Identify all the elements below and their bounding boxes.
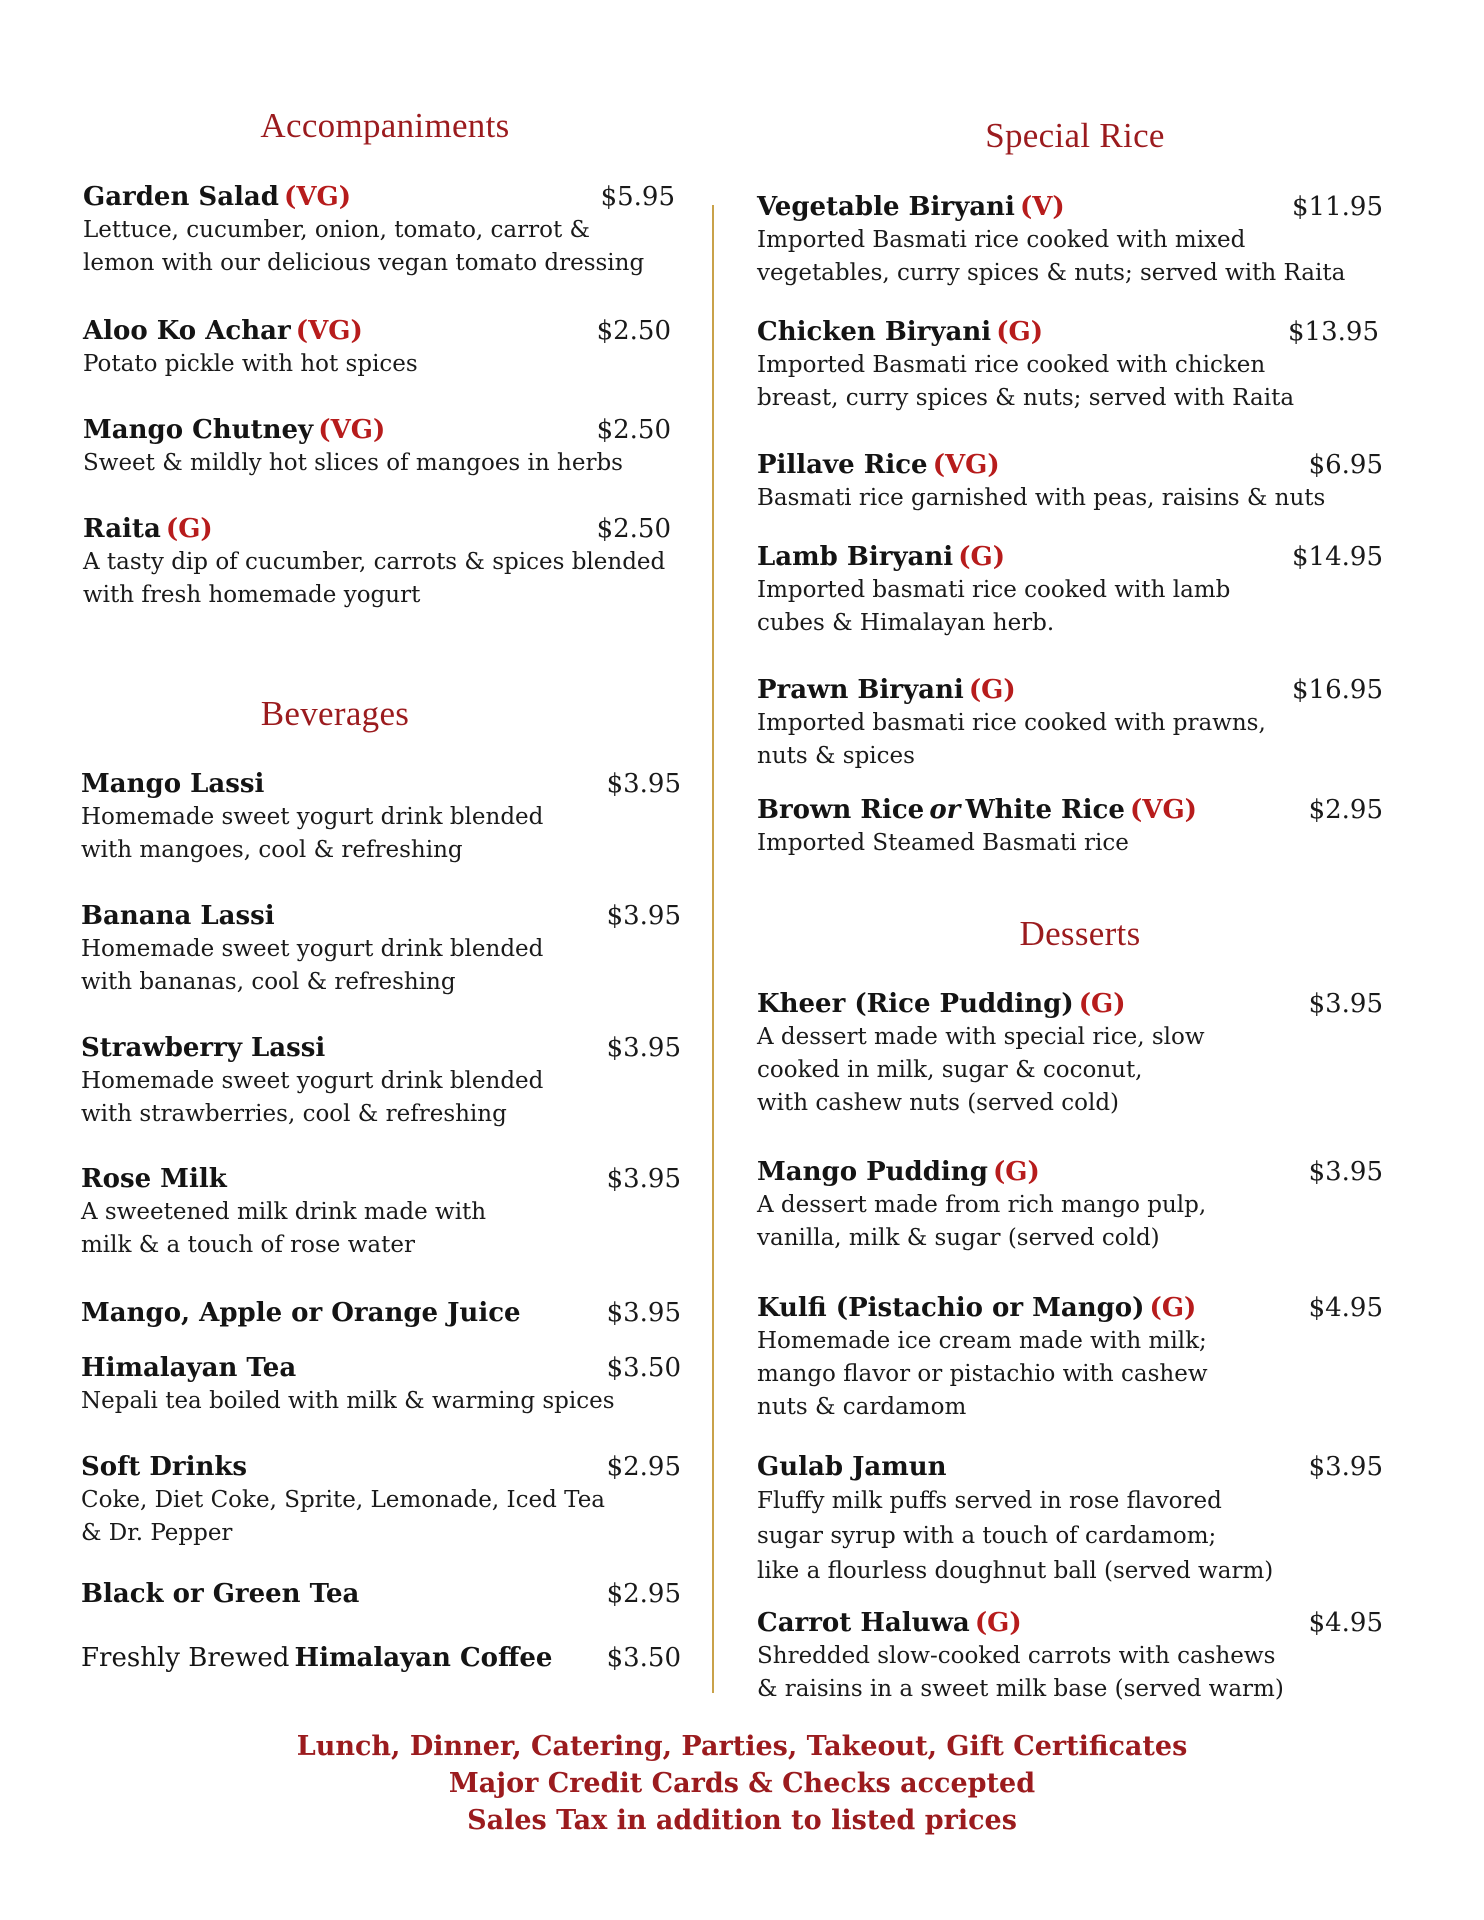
item-name: Himalayan Coffee <box>294 1643 553 1673</box>
menu-item-soft-drinks <box>81 1450 681 1550</box>
item-name: Banana Lassi <box>81 901 275 931</box>
diet-tag: (G) <box>992 1157 1040 1187</box>
menu-item-carrot-haluwa <box>757 1606 1383 1706</box>
item-description: A tasty dip of cucumber, carrots & spices blended with fresh homemade yogurt <box>83 549 666 608</box>
item-name: Mango Pudding <box>757 1157 988 1187</box>
menu-item-kulfi <box>757 1291 1383 1424</box>
item-name: Gulab Jamun <box>757 1452 947 1482</box>
menu-item-prawn-biryani <box>757 673 1383 773</box>
diet-tag: (G) <box>1078 989 1126 1019</box>
menu-item-chicken-biryani <box>757 315 1379 415</box>
item-description: Imported basmati rice cooked with lamb cubes & Himalayan herb. <box>757 577 1231 636</box>
footer-notes <box>0 1728 1484 1839</box>
item-price: $3.95 <box>606 769 681 799</box>
item-description: Homemade sweet yogurt drink blended with strawberries, cool & refreshing <box>81 1068 544 1127</box>
menu-item-gulab-jamun <box>757 1450 1383 1589</box>
menu-item-lamb-biryani <box>757 540 1383 640</box>
item-price: $16.95 <box>1292 675 1383 705</box>
item-description: Homemade sweet yogurt drink blended with bananas, cool & refreshing <box>81 936 544 995</box>
menu-item-brown-or-white-rice <box>757 793 1383 860</box>
item-name: Black or Green Tea <box>81 1579 360 1609</box>
item-price: $13.95 <box>1288 317 1379 347</box>
item-description: Imported Basmati rice cooked with mixed vegetables, curry spices & nuts; served with Raita <box>757 227 1346 286</box>
item-price: $2.95 <box>606 1579 681 1609</box>
item-price: $3.95 <box>1308 1452 1383 1482</box>
item-price: $3.95 <box>606 1033 681 1063</box>
item-price: $2.50 <box>596 316 671 346</box>
item-name: Rose Milk <box>81 1164 227 1194</box>
item-price: $3.95 <box>606 1164 681 1194</box>
diet-tag: (G) <box>968 675 1016 705</box>
diet-tag: (VG) <box>932 450 1000 480</box>
item-name: Prawn Biryani <box>757 675 964 705</box>
item-price: $3.95 <box>1308 989 1383 1019</box>
item-description: Homemade ice cream made with milk; mango flavor or pistachio with cashew nuts & cardamom <box>757 1328 1208 1420</box>
item-name: Soft Drinks <box>81 1452 248 1482</box>
item-price: $2.95 <box>606 1452 681 1482</box>
item-price: $3.95 <box>606 1298 681 1328</box>
item-price: $4.95 <box>1308 1293 1383 1323</box>
item-name: Raita <box>83 514 161 544</box>
diet-tag: (V) <box>1019 192 1065 222</box>
item-description: Sweet & mildly hot slices of mangoes in herbs <box>83 450 623 476</box>
menu-item-himalayan-coffee <box>81 1641 681 1675</box>
item-name: Strawberry Lassi <box>81 1033 326 1063</box>
diet-tag: (G) <box>974 1608 1022 1638</box>
item-price: $2.95 <box>1308 795 1383 825</box>
menu-item-juice <box>81 1296 681 1330</box>
menu-item-aloo-ko-achar <box>83 314 671 381</box>
accompaniments-heading: Accompaniments <box>260 106 510 145</box>
item-description: Fluffy milk puffs served in rose flavored sugar syrup with a touch of cardamom; like a flourless doughnut ball (served warm) <box>757 1488 1274 1584</box>
item-name: Mango, Apple or Orange Juice <box>81 1298 521 1328</box>
item-description: Basmati rice garnished with peas, raisins & nuts <box>757 485 1326 511</box>
item-name: Himalayan Tea <box>81 1353 297 1383</box>
item-description: A sweetened milk drink made with milk & a touch of rose water <box>81 1199 487 1258</box>
menu-item-himalayan-tea <box>81 1351 681 1418</box>
menu-item-garden-salad <box>83 180 675 280</box>
item-name: Kheer (Rice Pudding) <box>757 989 1074 1019</box>
item-price: $3.50 <box>606 1353 681 1383</box>
item-description: Shredded slow-cooked carrots with cashews & raisins in a sweet milk base (served warm) <box>757 1643 1284 1702</box>
diet-tag: (VG) <box>318 415 386 445</box>
item-price: $3.95 <box>606 901 681 931</box>
item-name: Brown Rice <box>757 795 925 825</box>
menu-item-mango-pudding <box>757 1155 1383 1255</box>
item-name: Carrot Haluwa <box>757 1608 970 1638</box>
item-price: $5.95 <box>600 182 675 212</box>
item-description: A dessert made with special rice, slow cooked in milk, sugar & coconut, with cashew nuts (served cold) <box>757 1024 1205 1116</box>
menu-item-black-or-green-tea <box>81 1577 681 1611</box>
item-name-b: White Rice <box>965 795 1125 825</box>
menu-item-pillave-rice <box>757 448 1383 515</box>
item-description: Coke, Diet Coke, Sprite, Lemonade, Iced Tea & Dr. Pepper <box>81 1487 606 1546</box>
diet-tag: (VG) <box>295 316 363 346</box>
item-description: Imported Basmati rice cooked with chicken breast, curry spices & nuts; served with Raita <box>757 352 1295 411</box>
item-price: $3.95 <box>1308 1157 1383 1187</box>
menu-item-rose-milk <box>81 1162 681 1262</box>
footer-payment: Major Credit Cards & Checks accepted <box>448 1768 1036 1799</box>
diet-tag: (VG) <box>284 182 352 212</box>
item-name: Vegetable Biryani <box>757 192 1015 222</box>
item-description: Potato pickle with hot spices <box>83 351 418 377</box>
item-description: Homemade sweet yogurt drink blended with mangoes, cool & refreshing <box>81 804 544 863</box>
item-description: A dessert made from rich mango pulp, vanilla, milk & sugar (served cold) <box>757 1192 1207 1251</box>
item-name: Mango Lassi <box>81 769 265 799</box>
column-divider <box>712 205 714 1693</box>
desserts-heading: Desserts <box>1019 914 1141 953</box>
item-name: Aloo Ko Achar <box>83 316 291 346</box>
item-name: Garden Salad <box>83 182 279 212</box>
diet-tag: (G) <box>958 542 1006 572</box>
item-name: Mango Chutney <box>83 415 314 445</box>
beverages-heading: Beverages <box>260 694 410 733</box>
diet-tag: (VG) <box>1130 795 1197 825</box>
item-name-prefix: Freshly Brewed <box>81 1643 290 1673</box>
menu-item-kheer <box>757 987 1383 1120</box>
item-description: Lettuce, cucumber, onion, tomato, carrot & lemon with our delicious vegan tomato dressing <box>83 217 645 276</box>
item-price: $2.50 <box>596 415 671 445</box>
item-description: Imported Steamed Basmati rice <box>757 830 1129 856</box>
diet-tag: (G) <box>1149 1293 1197 1323</box>
item-price: $2.50 <box>596 514 671 544</box>
item-price: $14.95 <box>1292 542 1383 572</box>
footer-tax-note: Sales Tax in addition to listed prices <box>467 1805 1017 1836</box>
item-name: Lamb Biryani <box>757 542 954 572</box>
item-price: $3.50 <box>606 1643 681 1673</box>
menu-item-mango-lassi <box>81 767 681 867</box>
item-name: Chicken Biryani <box>757 317 992 347</box>
item-price: $6.95 <box>1308 450 1383 480</box>
special-rice-heading: Special Rice <box>985 116 1165 155</box>
item-description: Imported basmati rice cooked with prawns, nuts & spices <box>757 710 1266 769</box>
menu-item-vegetable-biryani <box>757 190 1383 290</box>
diet-tag: (G) <box>996 317 1044 347</box>
item-name: Kulfi (Pistachio or Mango) <box>757 1293 1145 1323</box>
menu-item-banana-lassi <box>81 899 681 999</box>
menu-item-mango-chutney <box>83 413 671 480</box>
item-description: Nepali tea boiled with milk & warming spices <box>81 1388 615 1414</box>
diet-tag: (G) <box>165 514 213 544</box>
item-price: $4.95 <box>1308 1608 1383 1638</box>
footer-services: Lunch, Dinner, Catering, Parties, Takeout, Gift Certificates <box>296 1731 1188 1762</box>
menu-item-raita <box>83 512 671 612</box>
menu-item-strawberry-lassi <box>81 1031 681 1131</box>
item-name: Pillave Rice <box>757 450 928 480</box>
item-name-or: or <box>929 795 961 825</box>
item-price: $11.95 <box>1292 192 1383 222</box>
